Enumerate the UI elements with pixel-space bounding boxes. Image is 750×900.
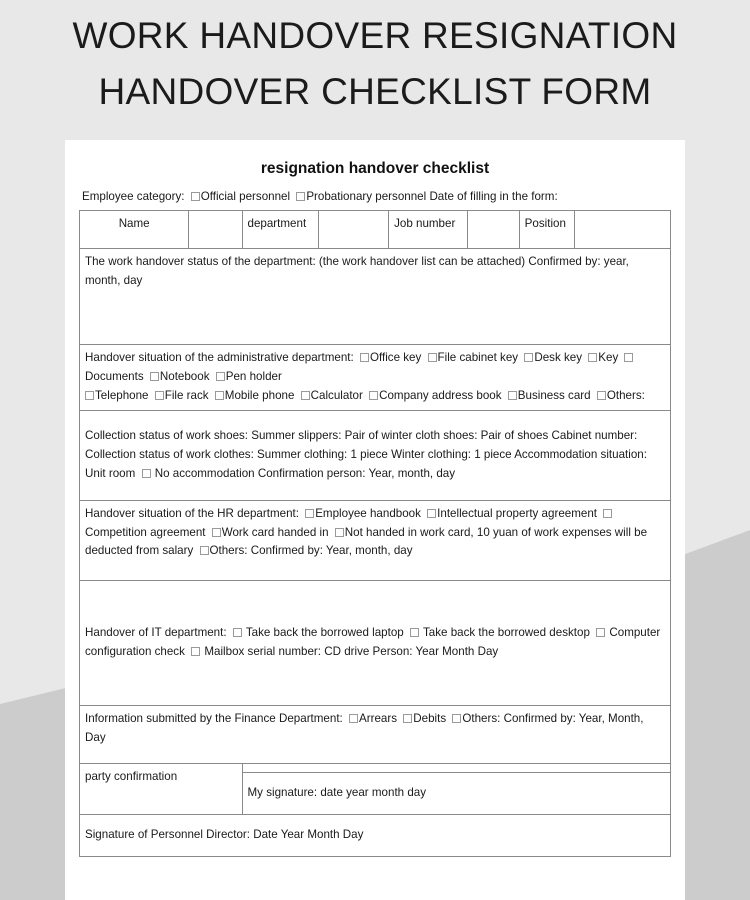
label-mobile-phone: Mobile phone bbox=[224, 388, 295, 402]
label-official-personnel: Official personnel bbox=[200, 190, 291, 203]
table-row-it-department bbox=[80, 580, 671, 705]
label-employee-handbook: Employee handbook bbox=[315, 506, 421, 520]
cell-name-label: Name bbox=[80, 211, 189, 249]
employee-category-label: Employee category: bbox=[82, 190, 185, 203]
table-row-finance-department bbox=[80, 705, 671, 763]
date-of-filling-label: Date of filling in the form: bbox=[429, 190, 558, 203]
checkbox-others-admin[interactable] bbox=[597, 391, 606, 400]
checkbox-debits[interactable] bbox=[403, 714, 412, 723]
checkbox-others-finance[interactable] bbox=[452, 714, 461, 723]
label-take-back-borrowed-desktop: Take back the borrowed desktop bbox=[422, 625, 590, 639]
page-title bbox=[0, 0, 750, 120]
label-notebook: Notebook bbox=[159, 370, 210, 384]
label-company-address-book: Company address book bbox=[379, 388, 502, 402]
label-business-card: Business card bbox=[517, 388, 591, 402]
label-file-rack: File rack bbox=[164, 388, 209, 402]
resignation-handover-table bbox=[79, 210, 671, 856]
checkbox-arrears[interactable] bbox=[349, 714, 358, 723]
label-arrears: Arrears bbox=[359, 711, 398, 725]
cell-administrative-department bbox=[80, 345, 671, 410]
label-work-card-handed-in: Work card handed in bbox=[221, 525, 329, 539]
checkbox-not-handed-in-work-card[interactable] bbox=[335, 528, 344, 537]
cell-department-value[interactable] bbox=[319, 211, 389, 249]
checkbox-key[interactable] bbox=[588, 353, 597, 362]
label-telephone: Telephone bbox=[95, 388, 149, 402]
cell-finance-department bbox=[80, 705, 671, 763]
table-row-hr-department bbox=[80, 500, 671, 580]
hr-tail-text: Confirmed by: Year, month, day bbox=[250, 544, 413, 558]
checkbox-notebook[interactable] bbox=[150, 372, 159, 381]
cell-job-number-label: Job number bbox=[389, 211, 468, 249]
cell-position-label: Position bbox=[519, 211, 575, 249]
admin-lead-text: Handover situation of the administrative department: bbox=[85, 351, 354, 365]
checkbox-take-back-borrowed-desktop[interactable] bbox=[410, 628, 419, 637]
checkbox-company-address-book[interactable] bbox=[369, 391, 378, 400]
cell-hr-department bbox=[80, 500, 671, 580]
label-others-admin: Others: bbox=[606, 388, 645, 402]
checkbox-others-hr[interactable] bbox=[200, 546, 209, 555]
label-probationary-personnel: Probationary personnel bbox=[306, 190, 427, 203]
checkbox-computer-configuration-check[interactable] bbox=[596, 628, 605, 637]
checkbox-documents[interactable] bbox=[624, 353, 633, 362]
table-row-identity bbox=[80, 211, 671, 249]
label-file-cabinet-key: File cabinet key bbox=[437, 351, 519, 365]
checkbox-work-card-handed-in[interactable] bbox=[212, 528, 221, 537]
label-key: Key bbox=[598, 351, 619, 365]
checkbox-competition-agreement[interactable] bbox=[603, 509, 612, 518]
label-competition-agreement: Competition agreement bbox=[85, 525, 206, 539]
cell-work-shoes-clothes bbox=[80, 410, 671, 500]
label-calculator: Calculator bbox=[310, 388, 363, 402]
cell-party-confirmation-label: party confirmation bbox=[80, 763, 243, 814]
checkbox-employee-handbook[interactable] bbox=[305, 509, 314, 518]
page-title-line-1: WORK HANDOVER RESIGNATION bbox=[72, 15, 678, 56]
table-row-party-confirmation-blank bbox=[80, 763, 671, 772]
checkbox-official-personnel[interactable] bbox=[191, 192, 200, 201]
it-lead-text: Handover of IT department: bbox=[85, 625, 227, 639]
checkbox-desk-key[interactable] bbox=[524, 353, 533, 362]
checkbox-telephone[interactable] bbox=[85, 391, 94, 400]
checkbox-mailbox-serial-number[interactable] bbox=[191, 647, 200, 656]
cell-name-value[interactable] bbox=[189, 211, 242, 249]
label-intellectual-property-agreement: Intellectual property agreement bbox=[437, 506, 597, 520]
table-row-work-handover-status bbox=[80, 249, 671, 345]
hr-lead-text: Handover situation of the HR department: bbox=[85, 506, 299, 520]
table-row-work-shoes-clothes bbox=[80, 410, 671, 500]
cell-position-value[interactable] bbox=[575, 211, 671, 249]
employee-category-line bbox=[82, 188, 671, 205]
cell-work-handover-status: The work handover status of the department: (the work handover list can be attached) Confirmed by: year, month, day bbox=[80, 249, 671, 345]
label-take-back-borrowed-laptop: Take back the borrowed laptop bbox=[245, 625, 404, 639]
checkbox-probationary-personnel[interactable] bbox=[296, 192, 305, 201]
label-pen-holder: Pen holder bbox=[225, 370, 282, 384]
label-debits: Debits bbox=[413, 711, 447, 725]
cell-my-signature[interactable]: My signature: date year month day bbox=[242, 772, 670, 814]
finance-lead-text: Information submitted by the Finance Department: bbox=[85, 711, 343, 725]
label-others-hr: Others: bbox=[209, 544, 248, 558]
label-not-handed-in-work-card: Not handed in work card, 10 yuan of work expenses will be deducted from salary bbox=[85, 525, 648, 558]
accommodation-tail: No accommodation Confirmation person: Year, month, day bbox=[154, 466, 456, 480]
form-title: resignation handover checklist bbox=[260, 160, 490, 177]
table-row-personnel-director-signature bbox=[80, 814, 671, 856]
checkbox-pen-holder[interactable] bbox=[216, 372, 225, 381]
cell-job-number-value[interactable] bbox=[467, 211, 519, 249]
cell-party-confirmation-blank[interactable] bbox=[242, 763, 670, 772]
cell-department-label: department bbox=[242, 211, 319, 249]
checkbox-business-card[interactable] bbox=[508, 391, 517, 400]
page-title-line-2: HANDOVER CHECKLIST FORM bbox=[98, 71, 652, 113]
label-documents: Documents bbox=[85, 370, 144, 384]
cell-it-department bbox=[80, 580, 671, 705]
label-computer-configuration-check: Computer configuration check bbox=[85, 625, 661, 658]
work-shoes-line-2: number: Collection status of work clothes: Summer clothing: 1 piece Winter clothing: 1 piece bbox=[85, 429, 638, 461]
finance-tail-text: Confirmed by: Year, Month, Day bbox=[85, 711, 644, 744]
checkbox-file-rack[interactable] bbox=[155, 391, 164, 400]
label-others-finance: Others: bbox=[462, 711, 501, 725]
checkbox-no-accommodation[interactable] bbox=[142, 469, 151, 478]
table-row-administrative-department bbox=[80, 345, 671, 410]
checkbox-calculator[interactable] bbox=[301, 391, 310, 400]
checkbox-file-cabinet-key[interactable] bbox=[428, 353, 437, 362]
checkbox-take-back-borrowed-laptop[interactable] bbox=[233, 628, 242, 637]
checkbox-office-key[interactable] bbox=[360, 353, 369, 362]
label-office-key: Office key bbox=[369, 351, 422, 365]
accommodation-lead: Accommodation situation: Unit room bbox=[85, 447, 647, 480]
checkbox-mobile-phone[interactable] bbox=[215, 391, 224, 400]
checkbox-intellectual-property-agreement[interactable] bbox=[427, 509, 436, 518]
work-shoes-line-1: Collection status of work shoes: Summer slippers: Pair of winter cloth shoes: Pair of shoes Cabinet bbox=[85, 429, 592, 443]
label-mailbox-serial-number: Mailbox serial number: CD drive Person: Year Month Day bbox=[204, 644, 499, 658]
cell-personnel-director-signature[interactable]: Signature of Personnel Director: Date Year Month Day bbox=[80, 814, 671, 856]
label-desk-key: Desk key bbox=[534, 351, 583, 365]
document-card bbox=[65, 140, 685, 900]
